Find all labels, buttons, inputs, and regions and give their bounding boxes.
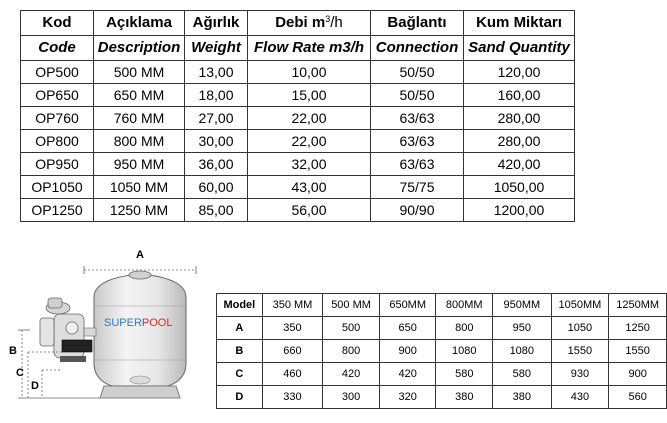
cell-sand-quantity: 280,00 bbox=[464, 107, 575, 130]
dim-header-size: 650MM bbox=[379, 294, 436, 317]
spec-row bbox=[21, 153, 575, 176]
dim-cell: 330 bbox=[262, 386, 323, 409]
cell-code: OP1250 bbox=[21, 199, 94, 222]
dim-header-size: 1050MM bbox=[551, 294, 609, 317]
dim-cell: 320 bbox=[379, 386, 436, 409]
cell-description: 1250 MM bbox=[94, 199, 185, 222]
dim-cell: 350 bbox=[262, 317, 323, 340]
dimension-d bbox=[31, 370, 62, 398]
cell-code: OP650 bbox=[21, 84, 94, 107]
dimension-header-row bbox=[217, 294, 667, 317]
cell-code: OP1050 bbox=[21, 176, 94, 199]
dimension-table bbox=[216, 293, 667, 409]
header-debi-suffix: /h bbox=[330, 14, 343, 31]
dim-header-size: 350 MM bbox=[262, 294, 323, 317]
cell-weight: 60,00 bbox=[185, 176, 248, 199]
dimension-row-a bbox=[217, 317, 667, 340]
spec-header-row-tr bbox=[21, 11, 575, 36]
cell-flow-rate: 56,00 bbox=[248, 199, 371, 222]
cell-connection: 63/63 bbox=[371, 153, 464, 176]
cell-description: 760 MM bbox=[94, 107, 185, 130]
dim-header-size: 500 MM bbox=[323, 294, 380, 317]
dim-header-size: 1250MM bbox=[609, 294, 667, 317]
header-debi bbox=[248, 11, 371, 36]
header-flow-rate: Flow Rate m3/h bbox=[248, 36, 371, 61]
header-connection: Connection bbox=[371, 36, 464, 61]
dim-cell: 660 bbox=[262, 340, 323, 363]
cell-code: OP760 bbox=[21, 107, 94, 130]
dim-cell: 1250 bbox=[609, 317, 667, 340]
dim-cell: 1080 bbox=[493, 340, 552, 363]
header-sand-quantity: Sand Quantity bbox=[464, 36, 575, 61]
cell-connection: 63/63 bbox=[371, 130, 464, 153]
dimension-row-d bbox=[217, 386, 667, 409]
label-a: A bbox=[136, 249, 144, 261]
spec-row bbox=[21, 199, 575, 222]
dim-cell: 1550 bbox=[609, 340, 667, 363]
dim-cell: 800 bbox=[436, 317, 493, 340]
cell-description: 950 MM bbox=[94, 153, 185, 176]
cell-flow-rate: 22,00 bbox=[248, 130, 371, 153]
dim-row-label: C bbox=[217, 363, 263, 386]
dim-row-label: A bbox=[217, 317, 263, 340]
cell-connection: 75/75 bbox=[371, 176, 464, 199]
cell-connection: 63/63 bbox=[371, 107, 464, 130]
dim-cell: 930 bbox=[551, 363, 609, 386]
cell-flow-rate: 22,00 bbox=[248, 107, 371, 130]
spec-row bbox=[21, 176, 575, 199]
dim-cell: 420 bbox=[379, 363, 436, 386]
dim-cell: 800 bbox=[323, 340, 380, 363]
cell-sand-quantity: 1050,00 bbox=[464, 176, 575, 199]
label-c: C bbox=[16, 367, 24, 379]
cell-description: 500 MM bbox=[94, 61, 185, 84]
label-b: B bbox=[9, 345, 17, 357]
header-agirlik: Ağırlık bbox=[185, 11, 248, 36]
dimension-c bbox=[16, 352, 62, 398]
header-debi-sup: 3 bbox=[325, 14, 331, 24]
header-debi-text: Debi m bbox=[275, 14, 326, 31]
header-kum-miktari: Kum Miktarı bbox=[464, 11, 575, 36]
spec-header-row-en bbox=[21, 36, 575, 61]
sand-filter-diagram bbox=[0, 248, 200, 423]
brand-super: SUPER bbox=[104, 317, 142, 329]
dim-cell: 1080 bbox=[436, 340, 493, 363]
label-d: D bbox=[31, 380, 39, 392]
cell-flow-rate: 15,00 bbox=[248, 84, 371, 107]
dim-cell: 1550 bbox=[551, 340, 609, 363]
dimension-b bbox=[9, 330, 30, 398]
cell-description: 650 MM bbox=[94, 84, 185, 107]
cell-sand-quantity: 420,00 bbox=[464, 153, 575, 176]
header-aciklama: Açıklama bbox=[94, 11, 185, 36]
cell-code: OP800 bbox=[21, 130, 94, 153]
dim-cell: 1050 bbox=[551, 317, 609, 340]
dim-cell: 380 bbox=[493, 386, 552, 409]
header-description: Description bbox=[94, 36, 185, 61]
cell-sand-quantity: 160,00 bbox=[464, 84, 575, 107]
cell-connection: 50/50 bbox=[371, 61, 464, 84]
dim-header-size: 800MM bbox=[436, 294, 493, 317]
header-kod: Kod bbox=[21, 11, 94, 36]
dimension-row-c bbox=[217, 363, 667, 386]
spec-row bbox=[21, 61, 575, 84]
dim-cell: 580 bbox=[436, 363, 493, 386]
cell-weight: 85,00 bbox=[185, 199, 248, 222]
spec-row bbox=[21, 130, 575, 153]
dim-cell: 460 bbox=[262, 363, 323, 386]
cell-description: 800 MM bbox=[94, 130, 185, 153]
cell-connection: 50/50 bbox=[371, 84, 464, 107]
dim-cell: 380 bbox=[436, 386, 493, 409]
cell-sand-quantity: 120,00 bbox=[464, 61, 575, 84]
tank-base bbox=[100, 386, 180, 398]
dim-cell: 420 bbox=[323, 363, 380, 386]
spec-table bbox=[20, 10, 575, 222]
dim-cell: 950 bbox=[493, 317, 552, 340]
cell-weight: 30,00 bbox=[185, 130, 248, 153]
header-weight: Weight bbox=[185, 36, 248, 61]
header-code: Code bbox=[21, 36, 94, 61]
dimension-a bbox=[84, 249, 196, 274]
dim-cell: 500 bbox=[323, 317, 380, 340]
dim-header-size: 950MM bbox=[493, 294, 552, 317]
dim-cell: 300 bbox=[323, 386, 380, 409]
cell-code: OP950 bbox=[21, 153, 94, 176]
cell-weight: 18,00 bbox=[185, 84, 248, 107]
dim-row-label: D bbox=[217, 386, 263, 409]
tank-body bbox=[94, 274, 186, 386]
dim-cell: 580 bbox=[493, 363, 552, 386]
cell-weight: 36,00 bbox=[185, 153, 248, 176]
cell-flow-rate: 32,00 bbox=[248, 153, 371, 176]
spec-row bbox=[21, 107, 575, 130]
dim-row-label: B bbox=[217, 340, 263, 363]
cell-description: 1050 MM bbox=[94, 176, 185, 199]
dim-header-model: Model bbox=[217, 294, 263, 317]
header-baglanti: Bağlantı bbox=[371, 11, 464, 36]
brand-pool: POOL bbox=[141, 317, 173, 329]
dim-cell: 560 bbox=[609, 386, 667, 409]
cell-flow-rate: 43,00 bbox=[248, 176, 371, 199]
dim-cell: 650 bbox=[379, 317, 436, 340]
brand-label bbox=[104, 317, 172, 329]
spec-row bbox=[21, 84, 575, 107]
dim-cell: 900 bbox=[609, 363, 667, 386]
dim-cell: 430 bbox=[551, 386, 609, 409]
dim-cell: 900 bbox=[379, 340, 436, 363]
dimension-row-b bbox=[217, 340, 667, 363]
cell-flow-rate: 10,00 bbox=[248, 61, 371, 84]
cell-connection: 90/90 bbox=[371, 199, 464, 222]
tank-lid bbox=[129, 271, 151, 279]
cell-weight: 13,00 bbox=[185, 61, 248, 84]
cell-sand-quantity: 280,00 bbox=[464, 130, 575, 153]
cell-weight: 27,00 bbox=[185, 107, 248, 130]
cell-code: OP500 bbox=[21, 61, 94, 84]
cell-sand-quantity: 1200,00 bbox=[464, 199, 575, 222]
